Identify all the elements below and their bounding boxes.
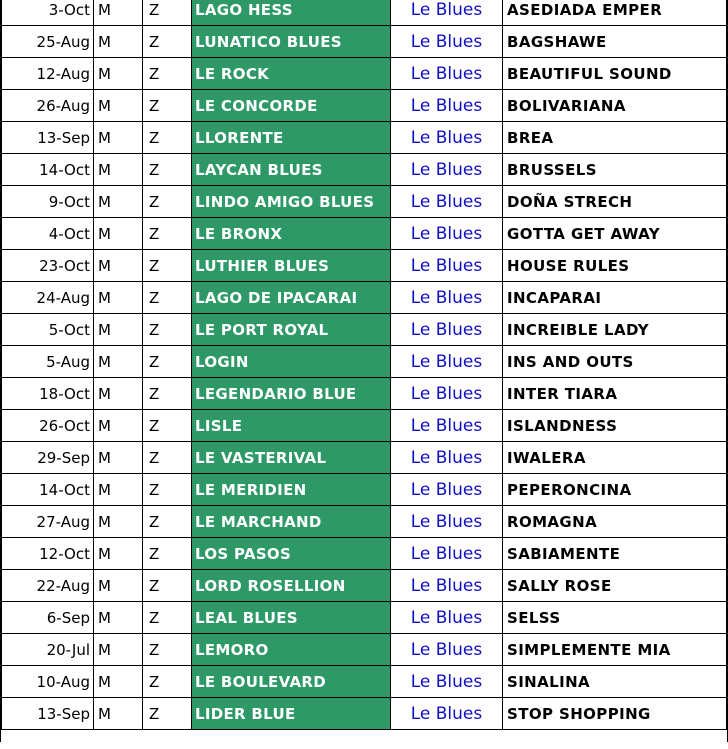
date-cell[interactable]: 26-Oct — [2, 410, 94, 442]
sire-cell[interactable]: Le Blues — [391, 474, 503, 506]
dam-cell[interactable]: BREA — [503, 122, 727, 154]
code-cell[interactable]: Z — [143, 154, 192, 186]
date-cell[interactable]: 20-Jul — [2, 634, 94, 666]
sire-cell[interactable]: Le Blues — [391, 314, 503, 346]
table-row — [2, 666, 727, 698]
code-cell[interactable]: Z — [143, 250, 192, 282]
dam-cell[interactable]: BOLIVARIANA — [503, 90, 727, 122]
table-row — [2, 26, 727, 58]
code-cell[interactable]: Z — [143, 346, 192, 378]
horse-name-cell[interactable]: LE PORT ROYAL — [192, 314, 391, 346]
horse-name-cell[interactable]: LE BOULEVARD — [192, 666, 391, 698]
sire-cell[interactable]: Le Blues — [391, 698, 503, 730]
dam-cell[interactable]: SELSS — [503, 602, 727, 634]
horse-name-cell[interactable]: LISLE — [192, 410, 391, 442]
dam-cell[interactable]: BRUSSELS — [503, 154, 727, 186]
code-cell[interactable]: Z — [143, 538, 192, 570]
dam-cell[interactable]: GOTTA GET AWAY — [503, 218, 727, 250]
horse-name-cell[interactable]: LAGO HESS — [192, 0, 391, 26]
code-cell[interactable]: Z — [143, 570, 192, 602]
dam-cell[interactable]: SABIAMENTE — [503, 538, 727, 570]
sex-cell[interactable]: M — [94, 602, 143, 634]
sire-cell[interactable]: Le Blues — [391, 250, 503, 282]
sex-cell[interactable]: M — [94, 186, 143, 218]
sex-cell[interactable]: M — [94, 506, 143, 538]
sex-cell[interactable]: M — [94, 218, 143, 250]
sire-cell[interactable]: Le Blues — [391, 186, 503, 218]
table-row — [2, 122, 727, 154]
horse-name-cell[interactable]: LEGENDARIO BLUE — [192, 378, 391, 410]
table-row — [2, 250, 727, 282]
table-row — [2, 538, 727, 570]
code-cell[interactable]: Z — [143, 634, 192, 666]
horse-name-cell[interactable]: LE VASTERIVAL — [192, 442, 391, 474]
table-row — [2, 0, 727, 26]
horse-name-cell[interactable]: LE ROCK — [192, 58, 391, 90]
sex-cell[interactable]: M — [94, 570, 143, 602]
date-cell[interactable]: 9-Oct — [2, 186, 94, 218]
sire-cell[interactable]: Le Blues — [391, 122, 503, 154]
table-row — [2, 186, 727, 218]
code-cell[interactable]: Z — [143, 90, 192, 122]
sire-cell[interactable]: Le Blues — [391, 538, 503, 570]
date-cell[interactable]: 14-Oct — [2, 474, 94, 506]
table-body — [2, 0, 727, 730]
sire-cell[interactable]: Le Blues — [391, 58, 503, 90]
date-cell[interactable]: 22-Aug — [2, 570, 94, 602]
date-cell[interactable]: 5-Oct — [2, 314, 94, 346]
date-cell[interactable]: 6-Sep — [2, 602, 94, 634]
table-row — [2, 506, 727, 538]
table-row — [2, 282, 727, 314]
horse-name-cell[interactable]: LIDER BLUE — [192, 698, 391, 730]
dam-cell[interactable]: INCREIBLE LADY — [503, 314, 727, 346]
sex-cell[interactable]: M — [94, 698, 143, 730]
code-cell[interactable]: Z — [143, 58, 192, 90]
date-cell[interactable]: 26-Aug — [2, 90, 94, 122]
dam-cell[interactable]: SINALINA — [503, 666, 727, 698]
code-cell[interactable]: Z — [143, 282, 192, 314]
horse-name-cell[interactable]: LEMORO — [192, 634, 391, 666]
date-cell[interactable]: 25-Aug — [2, 26, 94, 58]
code-cell[interactable]: Z — [143, 506, 192, 538]
sex-cell[interactable]: M — [94, 122, 143, 154]
sex-cell[interactable]: M — [94, 90, 143, 122]
code-cell[interactable]: Z — [143, 26, 192, 58]
dam-cell[interactable]: STOP SHOPPING — [503, 698, 727, 730]
table-row — [2, 698, 727, 730]
dam-cell[interactable]: BEAUTIFUL SOUND — [503, 58, 727, 90]
code-cell[interactable]: Z — [143, 218, 192, 250]
sex-cell[interactable]: M — [94, 282, 143, 314]
code-cell[interactable]: Z — [143, 0, 192, 26]
sex-cell[interactable]: M — [94, 346, 143, 378]
table-row — [2, 570, 727, 602]
code-cell[interactable]: Z — [143, 666, 192, 698]
code-cell[interactable]: Z — [143, 442, 192, 474]
date-cell[interactable]: 5-Aug — [2, 346, 94, 378]
horse-name-cell[interactable]: LE MERIDIEN — [192, 474, 391, 506]
code-cell[interactable]: Z — [143, 186, 192, 218]
dam-cell[interactable]: ISLANDNESS — [503, 410, 727, 442]
dam-cell[interactable]: HOUSE RULES — [503, 250, 727, 282]
date-cell[interactable]: 13-Sep — [2, 122, 94, 154]
dam-cell[interactable]: INTER TIARA — [503, 378, 727, 410]
horse-name-cell[interactable]: LINDO AMIGO BLUES — [192, 186, 391, 218]
dam-cell[interactable]: INS AND OUTS — [503, 346, 727, 378]
code-cell[interactable]: Z — [143, 698, 192, 730]
sire-cell[interactable]: Le Blues — [391, 570, 503, 602]
sire-cell[interactable]: Le Blues — [391, 218, 503, 250]
date-cell[interactable]: 12-Aug — [2, 58, 94, 90]
sire-cell[interactable]: Le Blues — [391, 666, 503, 698]
table-row — [2, 442, 727, 474]
date-cell[interactable]: 4-Oct — [2, 218, 94, 250]
horse-name-cell[interactable]: LE MARCHAND — [192, 506, 391, 538]
sex-cell[interactable]: M — [94, 634, 143, 666]
dam-cell[interactable]: SIMPLEMENTE MIA — [503, 634, 727, 666]
table-row — [2, 314, 727, 346]
sire-cell[interactable]: Le Blues — [391, 346, 503, 378]
date-cell[interactable]: 12-Oct — [2, 538, 94, 570]
table-row — [2, 602, 727, 634]
table-row — [2, 474, 727, 506]
code-cell[interactable]: Z — [143, 314, 192, 346]
horse-name-cell[interactable]: LOGIN — [192, 346, 391, 378]
horse-name-cell[interactable]: LE BRONX — [192, 218, 391, 250]
table-row — [2, 378, 727, 410]
sire-cell[interactable]: Le Blues — [391, 410, 503, 442]
horse-name-cell[interactable]: LUTHIER BLUES — [192, 250, 391, 282]
sire-cell[interactable]: Le Blues — [391, 634, 503, 666]
sire-cell[interactable]: Le Blues — [391, 0, 503, 26]
code-cell[interactable]: Z — [143, 410, 192, 442]
sex-cell[interactable]: M — [94, 538, 143, 570]
sire-cell[interactable]: Le Blues — [391, 442, 503, 474]
sex-cell[interactable]: M — [94, 154, 143, 186]
foals-table — [1, 0, 727, 730]
dam-cell[interactable]: IWALERA — [503, 442, 727, 474]
horse-name-cell[interactable]: LLORENTE — [192, 122, 391, 154]
date-cell[interactable]: 24-Aug — [2, 282, 94, 314]
table-row — [2, 58, 727, 90]
horse-name-cell[interactable]: LAYCAN BLUES — [192, 154, 391, 186]
table-row — [2, 634, 727, 666]
dam-cell[interactable]: ROMAGNA — [503, 506, 727, 538]
table-row — [2, 218, 727, 250]
code-cell[interactable]: Z — [143, 122, 192, 154]
horse-name-cell[interactable]: LUNATICO BLUES — [192, 26, 391, 58]
dam-cell[interactable]: ASEDIADA EMPER — [503, 0, 727, 26]
table-row — [2, 346, 727, 378]
date-cell[interactable]: 27-Aug — [2, 506, 94, 538]
sex-cell[interactable]: M — [94, 410, 143, 442]
sire-cell[interactable]: Le Blues — [391, 90, 503, 122]
dam-cell[interactable]: BAGSHAWE — [503, 26, 727, 58]
sex-cell[interactable]: M — [94, 58, 143, 90]
code-cell[interactable]: Z — [143, 474, 192, 506]
sire-cell[interactable]: Le Blues — [391, 26, 503, 58]
date-cell[interactable]: 18-Oct — [2, 378, 94, 410]
code-cell[interactable]: Z — [143, 378, 192, 410]
sex-cell[interactable]: M — [94, 0, 143, 26]
date-cell[interactable]: 13-Sep — [2, 698, 94, 730]
date-cell[interactable]: 23-Oct — [2, 250, 94, 282]
date-cell[interactable]: 10-Aug — [2, 666, 94, 698]
table-row — [2, 154, 727, 186]
sex-cell[interactable]: M — [94, 26, 143, 58]
sire-cell[interactable]: Le Blues — [391, 282, 503, 314]
sex-cell[interactable]: M — [94, 666, 143, 698]
sex-cell[interactable]: M — [94, 314, 143, 346]
sire-cell[interactable]: Le Blues — [391, 378, 503, 410]
sire-cell[interactable]: Le Blues — [391, 154, 503, 186]
sire-cell[interactable]: Le Blues — [391, 602, 503, 634]
sex-cell[interactable]: M — [94, 442, 143, 474]
dam-cell[interactable]: INCAPARAI — [503, 282, 727, 314]
sex-cell[interactable]: M — [94, 378, 143, 410]
dam-cell[interactable]: PEPERONCINA — [503, 474, 727, 506]
sex-cell[interactable]: M — [94, 474, 143, 506]
sex-cell[interactable]: M — [94, 250, 143, 282]
dam-cell[interactable]: DOÑA STRECH — [503, 186, 727, 218]
horse-name-cell[interactable]: LOS PASOS — [192, 538, 391, 570]
sire-cell[interactable]: Le Blues — [391, 506, 503, 538]
date-cell[interactable]: 29-Sep — [2, 442, 94, 474]
dam-cell[interactable]: SALLY ROSE — [503, 570, 727, 602]
date-cell[interactable]: 3-Oct — [2, 0, 94, 26]
code-cell[interactable]: Z — [143, 602, 192, 634]
horse-name-cell[interactable]: LORD ROSELLION — [192, 570, 391, 602]
horse-name-cell[interactable]: LE CONCORDE — [192, 90, 391, 122]
horse-name-cell[interactable]: LEAL BLUES — [192, 602, 391, 634]
horse-name-cell[interactable]: LAGO DE IPACARAI — [192, 282, 391, 314]
table-row — [2, 90, 727, 122]
date-cell[interactable]: 14-Oct — [2, 154, 94, 186]
table-row — [2, 410, 727, 442]
